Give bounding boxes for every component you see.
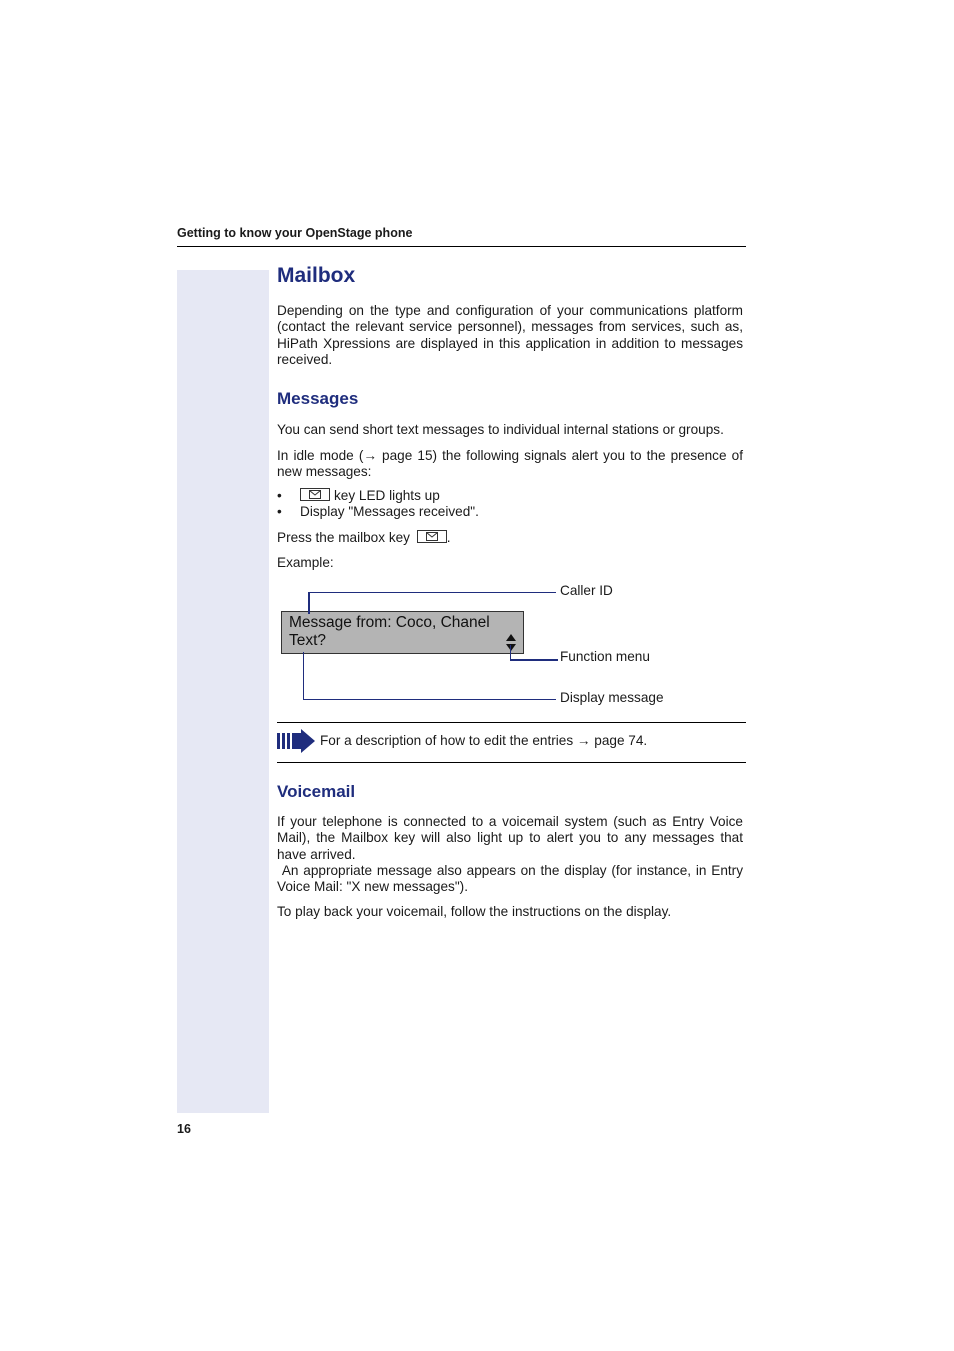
messages-paragraph-2: In idle mode (→ page 15) the following signals alert you to the presence of new messages: xyxy=(277,448,743,480)
display-message-label: Display message xyxy=(560,690,664,705)
press-text: Press the mailbox key xyxy=(277,530,410,545)
note-arrow-icon xyxy=(277,729,315,753)
example-label: Example: xyxy=(277,555,334,570)
up-down-arrows-icon xyxy=(506,634,516,651)
mailbox-key-icon xyxy=(417,530,447,543)
margin-sidebar xyxy=(177,270,269,1113)
function-menu-label: Function menu xyxy=(560,649,650,664)
display-line-1: Message from: Coco, Chanel xyxy=(289,614,490,631)
phone-display xyxy=(281,611,524,654)
messages-paragraph-1: You can send short text messages to individual internal stations or groups. xyxy=(277,422,724,437)
bullet-text: Display "Messages received". xyxy=(300,504,479,519)
caller-id-label: Caller ID xyxy=(560,583,613,598)
bullet-symbol: • xyxy=(277,488,282,503)
function-menu-callout-line xyxy=(510,659,558,661)
display-line-2: Text? xyxy=(289,632,327,649)
mailbox-intro: Depending on the type and configuration of your communications platform (contact the relevant service personnel), messages from services, such as, HiPath Xpressions are displayed in this application in addition to messages received. xyxy=(277,303,743,368)
voicemail-paragraph-3: To play back your voicemail, follow the instructions on the display. xyxy=(277,904,672,919)
running-header: Getting to know your OpenStage phone xyxy=(177,226,413,240)
press-period: . xyxy=(446,530,451,545)
function-menu-callout-stem xyxy=(510,645,511,660)
display-message-callout-stem xyxy=(303,652,304,699)
voicemail-paragraph-2: An appropriate message also appears on the display (for instance, in Entry Voice Mail: "X new messages"). xyxy=(277,863,747,895)
mailbox-key-icon xyxy=(300,488,330,501)
page-number: 16 xyxy=(177,1122,191,1136)
note-text: For a description of how to edit the entries → page 74. xyxy=(320,733,648,748)
press-mailbox-line xyxy=(277,530,451,546)
caller-id-callout-stem xyxy=(308,592,310,614)
voicemail-paragraph-1: If your telephone is connected to a voicemail system (such as Entry Voice Mail), the Mailbox key will also light up to alert you to any messages that have arrived. xyxy=(277,814,743,862)
mailbox-heading: Mailbox xyxy=(277,264,356,287)
note-bottom-rule xyxy=(277,762,746,763)
header-rule xyxy=(177,246,746,247)
messages-heading: Messages xyxy=(277,389,359,408)
bullet-symbol: • xyxy=(277,504,282,519)
voicemail-heading: Voicemail xyxy=(277,782,356,801)
bullet-text: key LED lights up xyxy=(334,488,440,503)
caller-id-callout-line xyxy=(308,592,556,593)
note-top-rule xyxy=(277,722,746,723)
display-message-callout-line xyxy=(303,699,556,700)
